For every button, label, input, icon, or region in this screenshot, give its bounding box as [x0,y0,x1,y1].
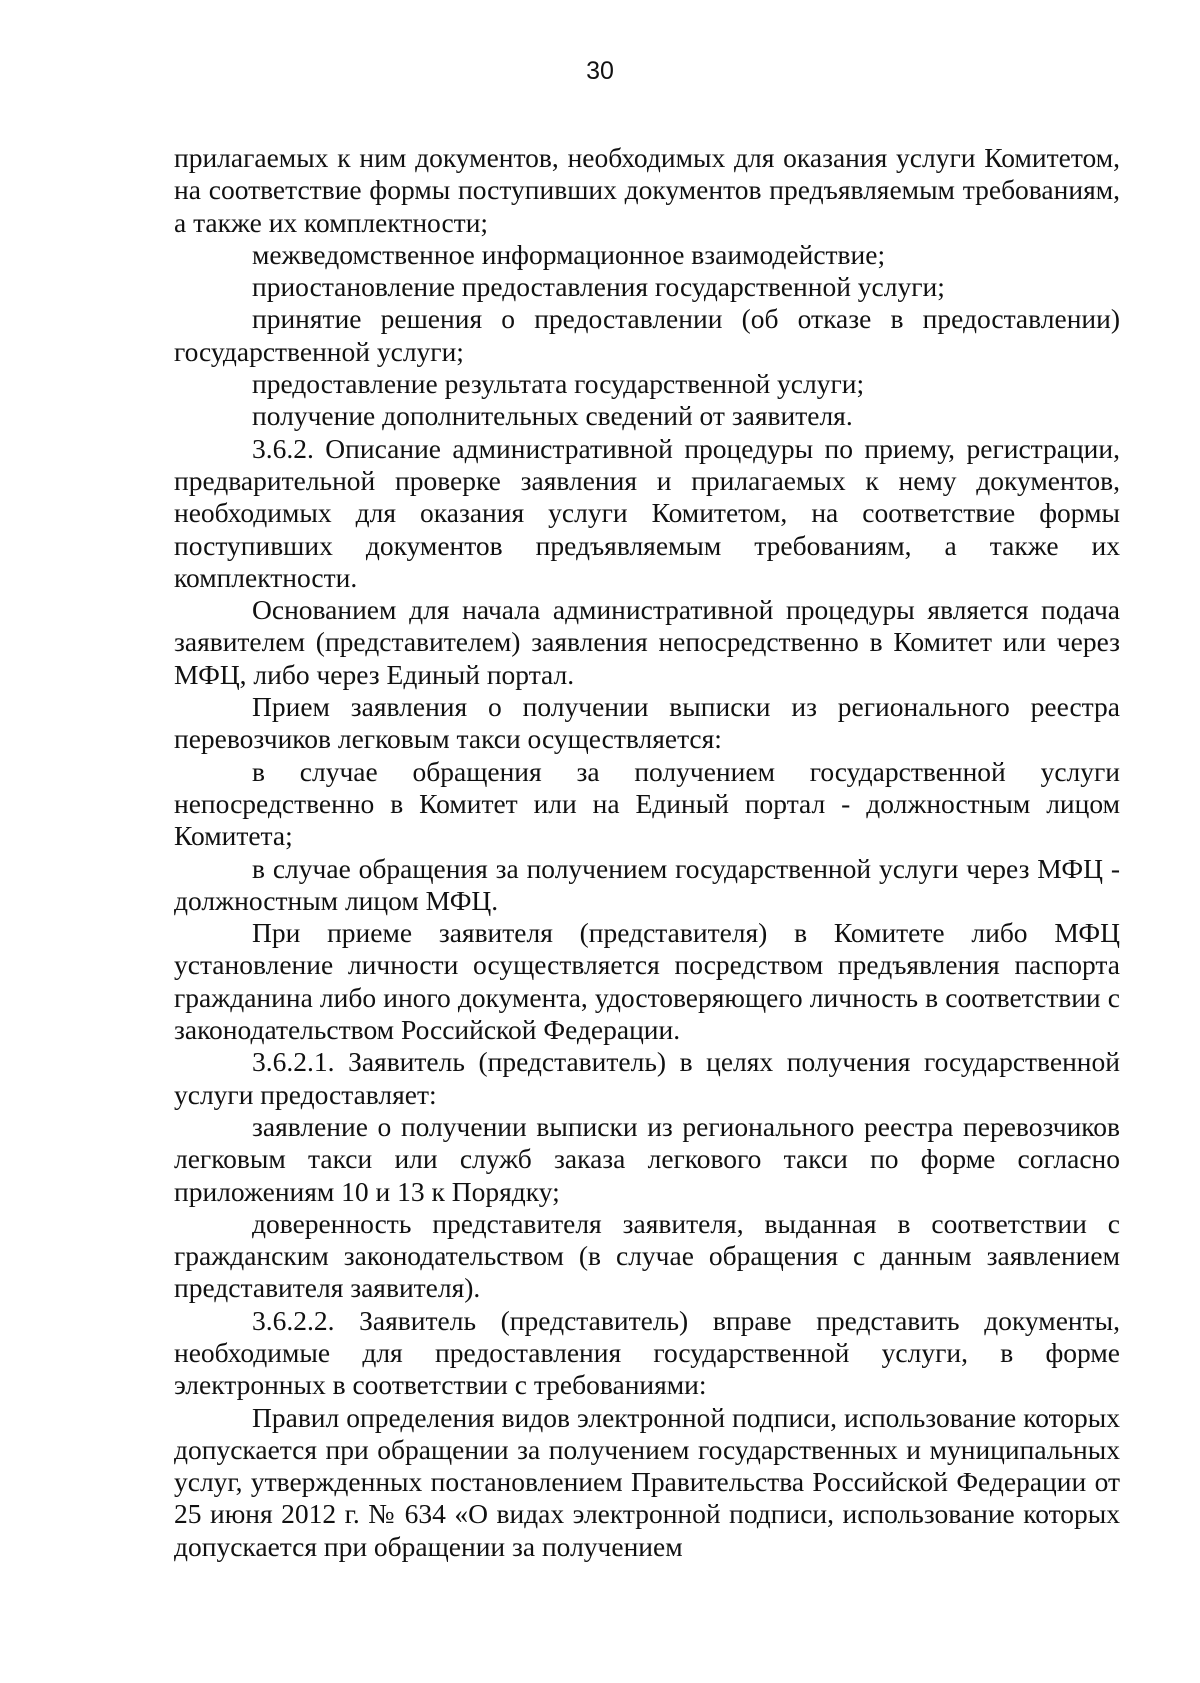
paragraph-grounds: Основанием для начала административной процедуры является подача заявителем (представителем) заявления непосредственно в Комитет или через МФЦ, либо через Единый портал. [174,594,1120,690]
section-3-6-2: 3.6.2. Описание административной процедуры по приему, регистрации, предварительной проверке заявления и прилагаемых к нему документов, необходимых для оказания услуги Комитетом, на соответствие формы поступивших документов предъявляемым требованиям, а также их комплектности. [174,432,1120,593]
section-3-6-2-2: 3.6.2.2. Заявитель (представитель) вправе представить документы, необходимые для предоставления государственной услуги, в форме электронных в соответствии с требованиями: [174,1304,1120,1401]
list-item-committee: в случае обращения за получением государственной услуги непосредственно в Комитет или на Единый портал - должностным лицом Комитета; [174,755,1120,852]
document-body [174,142,1120,1563]
paragraph-reception: Прием заявления о получении выписки из регионального реестра перевозчиков легковым такси осуществляется: [174,691,1120,755]
list-item-interagency-interaction: межведомственное информационное взаимодействие; [252,238,886,270]
list-item-additional-info: получение дополнительных сведений от заявителя. [252,400,853,432]
section-3-6-2-1: 3.6.2.1. Заявитель (представитель) в целях получения государственной услуги предоставляет: [174,1046,1120,1110]
paragraph-rules: Правил определения видов электронной подписи, использование которых допускается при обращении за получением государственных и муниципальных услуг, утвержденных постановлением Правительства Российской Федерации от 25 июня 2012 г. № 634 «О видах электронной подписи, использование которых допускается при обращении за получением [174,1401,1120,1562]
list-item-mfc: в случае обращения за получением государственной услуги через МФЦ - должностным лицом МФЦ. [174,852,1120,916]
paragraph-continuation: прилагаемых к ним документов, необходимых для оказания услуги Комитетом, на соответствие формы поступивших документов предъявляемым требованиям, а также их комплектности; [174,142,1120,238]
list-item-power-of-attorney: доверенность представителя заявителя, выданная в соответствии с гражданским законодательством (в случае обращения с данным заявлением представителя заявителя). [174,1207,1120,1304]
list-item-suspension: приостановление предоставления государственной услуги; [252,271,945,303]
list-item-decision: принятие решения о предоставлении (об отказе в предоставлении) государственной услуги; [174,303,1120,367]
paragraph-identification: При приеме заявителя (представителя) в Комитете либо МФЦ установление личности осуществляется посредством предъявления паспорта гражданина либо иного документа, удостоверяющего личность в соответствии с законодательством Российской Федерации. [174,917,1120,1046]
list-item-result: предоставление результата государственной услуги; [252,368,865,400]
page-number: 30 [586,57,614,85]
list-item-application: заявление о получении выписки из регионального реестра перевозчиков легковым такси или служб заказа легкового такси по форме согласно приложениям 10 и 13 к Порядку; [174,1110,1120,1207]
